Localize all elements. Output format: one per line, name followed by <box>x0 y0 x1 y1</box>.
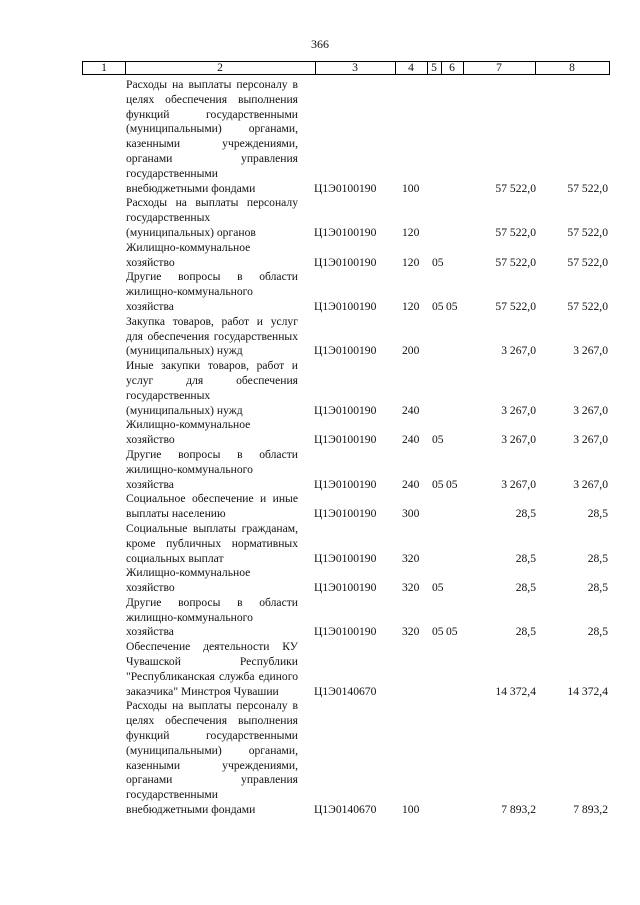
row-col-7: 3 267,0 <box>501 403 536 417</box>
row-col-8: 28,5 <box>587 581 608 595</box>
row-code: Ц1Э0100190 <box>314 344 377 358</box>
row-code: Ц1Э0100190 <box>314 225 377 239</box>
row-col-5: 05 <box>432 299 444 313</box>
row-col-6: 05 <box>446 477 458 491</box>
table-row <box>0 418 640 448</box>
row-code: Ц1Э0100190 <box>314 507 377 521</box>
row-col-5: 05 <box>432 255 444 269</box>
row-col-7: 57 522,0 <box>495 255 536 269</box>
table-row <box>0 196 640 240</box>
row-col-8: 28,5 <box>587 507 608 521</box>
page-number: 366 <box>311 37 329 51</box>
row-col-8: 57 522,0 <box>567 255 608 269</box>
header-col-2: 2 <box>125 62 316 74</box>
row-code: Ц1Э0100190 <box>314 403 377 417</box>
row-col-7: 28,5 <box>515 507 536 521</box>
row-col-5: 05 <box>432 581 444 595</box>
row-name: Иные закупки товаров, работ и услуг для обеспечения государственных (муниципальных) нужд <box>126 359 298 417</box>
table-row <box>0 699 640 817</box>
row-col-7: 57 522,0 <box>495 225 536 239</box>
row-code: Ц1Э0100190 <box>314 581 377 595</box>
row-col-4: 320 <box>402 625 420 639</box>
row-col-7: 57 522,0 <box>495 299 536 313</box>
row-col-8: 3 267,0 <box>573 433 608 447</box>
row-col-8: 7 893,2 <box>573 803 608 817</box>
table-row <box>0 492 640 522</box>
row-col-4: 240 <box>402 433 420 447</box>
row-name: Социальные выплаты гражданам, кроме публичных нормативных социальных выплат <box>126 521 298 565</box>
row-col-8: 28,5 <box>587 625 608 639</box>
row-col-7: 3 267,0 <box>501 433 536 447</box>
header-col-6: 6 <box>441 62 464 74</box>
row-col-4: 120 <box>402 255 420 269</box>
row-code: Ц1Э0140670 <box>314 684 377 698</box>
row-col-4: 100 <box>402 181 420 195</box>
row-name: Другие вопросы в области жилищно-коммунального хозяйства <box>126 595 298 639</box>
row-col-7: 14 372,4 <box>495 684 536 698</box>
row-col-5: 05 <box>432 477 444 491</box>
table-row <box>0 270 640 314</box>
row-col-6: 05 <box>446 299 458 313</box>
row-col-8: 14 372,4 <box>567 684 608 698</box>
table-row <box>0 359 640 418</box>
header-col-3: 3 <box>315 62 396 74</box>
row-code: Ц1Э0100190 <box>314 255 377 269</box>
row-col-8: 3 267,0 <box>573 477 608 491</box>
row-col-4: 120 <box>402 225 420 239</box>
row-name: Другие вопросы в области жилищно-коммунального хозяйства <box>126 447 298 491</box>
row-col-5: 05 <box>432 433 444 447</box>
table-row <box>0 78 640 196</box>
row-code: Ц1Э0100190 <box>314 299 377 313</box>
table-row <box>0 596 640 640</box>
row-col-7: 57 522,0 <box>495 181 536 195</box>
header-col-4: 4 <box>395 62 428 74</box>
row-name: Жилищно-коммунальное хозяйство <box>126 418 251 447</box>
row-col-4: 320 <box>402 551 420 565</box>
header-col-8: 8 <box>569 61 575 74</box>
row-name: Расходы на выплаты персоналу в целях обеспечения выполнения функций государственными (муниципальными) органами, казенными учреждениями, органами управления государственными внебюджетными фондами <box>126 699 298 817</box>
row-col-8: 28,5 <box>587 551 608 565</box>
row-col-7: 7 893,2 <box>501 803 536 817</box>
row-col-4: 240 <box>402 403 420 417</box>
table-row <box>0 640 640 699</box>
row-col-8: 3 267,0 <box>573 344 608 358</box>
row-col-4: 200 <box>402 344 420 358</box>
row-name: Расходы на выплаты персоналу в целях обеспечения выполнения функций государственными (муниципальными) органами, казенными учреждениями, органами управления государственными внебюджетными фондами <box>126 78 298 195</box>
row-name: Обеспечение деятельности КУ Чувашской Республики "Республиканская служба единого заказчика" Минстроя Чувашии <box>126 640 298 698</box>
header-col-1: 1 <box>83 62 126 74</box>
row-code: Ц1Э0100190 <box>314 625 377 639</box>
row-name: Жилищно-коммунальное хозяйство <box>126 566 251 595</box>
row-name: Расходы на выплаты персоналу государственных (муниципальных) органов <box>126 196 298 239</box>
row-col-7: 28,5 <box>515 551 536 565</box>
header-col-5: 5 <box>427 62 442 74</box>
table-row <box>0 315 640 359</box>
row-name: Другие вопросы в области жилищно-коммунального хозяйства <box>126 270 298 313</box>
row-name: Жилищно-коммунальное хозяйство <box>126 240 251 269</box>
row-col-7: 3 267,0 <box>501 477 536 491</box>
row-col-5: 05 <box>432 625 444 639</box>
row-col-4: 120 <box>402 299 420 313</box>
row-col-6: 05 <box>446 625 458 639</box>
header-col-7: 7 <box>463 62 536 74</box>
row-code: Ц1Э0100190 <box>314 433 377 447</box>
row-col-8: 57 522,0 <box>567 299 608 313</box>
row-col-8: 3 267,0 <box>573 403 608 417</box>
table-row <box>0 566 640 596</box>
row-col-4: 100 <box>402 803 420 817</box>
row-code: Ц1Э0100190 <box>314 551 377 565</box>
row-code: Ц1Э0100190 <box>314 477 377 491</box>
row-col-8: 57 522,0 <box>567 181 608 195</box>
table-header <box>82 61 610 75</box>
row-col-4: 240 <box>402 477 420 491</box>
row-code: Ц1Э0140670 <box>314 803 377 817</box>
row-col-4: 320 <box>402 581 420 595</box>
row-col-7: 28,5 <box>515 581 536 595</box>
row-code: Ц1Э0100190 <box>314 181 377 195</box>
row-col-7: 3 267,0 <box>501 344 536 358</box>
table-row <box>0 241 640 271</box>
row-name: Социальное обеспечение и иные выплаты населению <box>126 492 298 521</box>
row-col-8: 57 522,0 <box>567 225 608 239</box>
budget-table-body <box>0 78 640 818</box>
row-col-7: 28,5 <box>515 625 536 639</box>
row-name: Закупка товаров, работ и услуг для обеспечения государственных (муниципальных) нужд <box>126 314 298 358</box>
table-row <box>0 448 640 492</box>
table-row <box>0 522 640 566</box>
row-col-4: 300 <box>402 507 420 521</box>
